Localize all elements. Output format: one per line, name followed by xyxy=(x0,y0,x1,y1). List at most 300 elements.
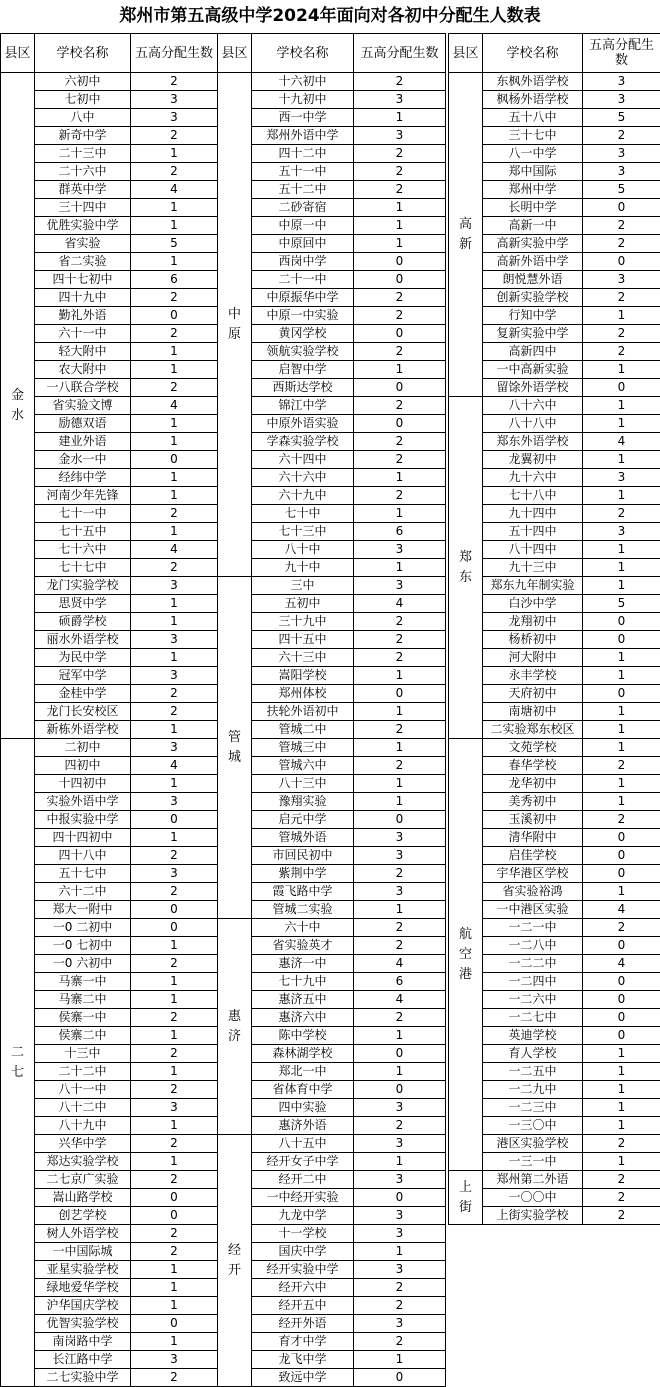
school-name-cell: 四十八中 xyxy=(35,847,131,865)
table-row xyxy=(218,631,446,649)
allocation-count-cell: 2 xyxy=(354,649,446,667)
school-name-cell: 一二五中 xyxy=(483,1063,583,1081)
school-name-cell: 郑州中学 xyxy=(483,181,583,199)
allocation-count-cell: 1 xyxy=(583,451,660,469)
allocation-count-cell: 1 xyxy=(583,883,660,901)
school-name-cell: 长明中学 xyxy=(483,199,583,217)
school-name-cell: 惠济五中 xyxy=(252,991,354,1009)
allocation-count-cell: 1 xyxy=(131,937,218,955)
allocation-count-cell: 2 xyxy=(354,631,446,649)
school-name-cell: 群英中学 xyxy=(35,181,131,199)
allocation-count-cell: 1 xyxy=(354,505,446,523)
allocation-count-cell: 1 xyxy=(354,1027,446,1045)
school-name-cell: 郑达实验学校 xyxy=(35,1153,131,1171)
table-row xyxy=(218,523,446,541)
allocation-count-cell: 2 xyxy=(131,289,218,307)
allocation-count-cell: 1 xyxy=(354,109,446,127)
school-name-cell: 八十八中 xyxy=(483,415,583,433)
school-name-cell: 思贤中学 xyxy=(35,595,131,613)
school-name-cell: 一中经开实验 xyxy=(252,1189,354,1207)
table-row xyxy=(218,469,446,487)
allocation-count-cell: 2 xyxy=(583,1171,660,1189)
allocation-count-cell: 0 xyxy=(354,271,446,289)
school-name-cell: 中原外语实验 xyxy=(252,415,354,433)
school-name-cell: 朗悦慧外语 xyxy=(483,271,583,289)
allocation-count-cell: 1 xyxy=(583,1045,660,1063)
allocation-count-cell: 3 xyxy=(583,271,660,289)
allocation-count-cell: 2 xyxy=(583,505,660,523)
county-cell: 高新 xyxy=(449,73,483,397)
school-name-cell: 启佳学校 xyxy=(483,847,583,865)
school-name-cell: 创艺学校 xyxy=(35,1207,131,1225)
school-name-cell: 省实验英才 xyxy=(252,937,354,955)
school-name-cell: 五十二中 xyxy=(252,181,354,199)
table-row xyxy=(218,901,446,919)
school-name-cell: 轻大附中 xyxy=(35,343,131,361)
school-name-cell: 留馀外语学校 xyxy=(483,379,583,397)
header-row xyxy=(1,34,218,73)
school-name-cell: 中原一中 xyxy=(252,217,354,235)
allocation-count-cell: 1 xyxy=(354,793,446,811)
allocation-count-cell: 1 xyxy=(583,721,660,739)
allocation-count-cell: 1 xyxy=(583,397,660,415)
table-row xyxy=(218,703,446,721)
school-name-cell: 九十四中 xyxy=(483,505,583,523)
school-name-cell: 八十中 xyxy=(252,541,354,559)
school-name-cell: 领航实验学校 xyxy=(252,343,354,361)
school-name-cell: 五初中 xyxy=(252,595,354,613)
allocation-count-cell: 1 xyxy=(354,901,446,919)
table-row xyxy=(218,1099,446,1117)
allocation-count-cell: 1 xyxy=(131,487,218,505)
school-name-cell: 黄冈学校 xyxy=(252,325,354,343)
allocation-count-cell: 4 xyxy=(131,181,218,199)
table-row xyxy=(218,1261,446,1279)
table-row xyxy=(218,451,446,469)
school-name-cell: 五十八中 xyxy=(483,109,583,127)
allocation-count-cell: 2 xyxy=(354,433,446,451)
school-name-cell: 龙翼初中 xyxy=(483,451,583,469)
school-name-cell: 六十中 xyxy=(252,919,354,937)
table-body xyxy=(218,34,446,1387)
allocation-count-cell: 2 xyxy=(583,757,660,775)
school-name-cell: 一0 二初中 xyxy=(35,919,131,937)
allocation-count-cell: 2 xyxy=(583,325,660,343)
school-name-cell: 七十九中 xyxy=(252,973,354,991)
school-name-cell: 新奇中学 xyxy=(35,127,131,145)
allocation-count-cell: 0 xyxy=(131,1315,218,1333)
table-row xyxy=(218,307,446,325)
school-name-cell: 文苑学校 xyxy=(483,739,583,757)
table-body xyxy=(449,34,660,1225)
header-row xyxy=(449,34,660,73)
table-row xyxy=(449,397,660,415)
school-name-cell: 港区实验学校 xyxy=(483,1135,583,1153)
allocation-count-cell: 2 xyxy=(354,613,446,631)
allocation-count-cell: 1 xyxy=(131,415,218,433)
allocation-count-cell: 0 xyxy=(354,1369,446,1387)
allocation-count-cell: 3 xyxy=(354,1207,446,1225)
school-name-cell: 启智中学 xyxy=(252,361,354,379)
header-row xyxy=(218,34,446,73)
table-row xyxy=(218,127,446,145)
allocation-count-cell: 0 xyxy=(131,919,218,937)
school-name-cell: 九十六中 xyxy=(483,469,583,487)
school-name-cell: 农大附中 xyxy=(35,361,131,379)
allocation-count-cell: 1 xyxy=(131,1333,218,1351)
allocation-count-cell: 1 xyxy=(583,487,660,505)
school-name-cell: 高新实验中学 xyxy=(483,235,583,253)
allocation-count-cell: 2 xyxy=(131,325,218,343)
school-name-cell: 二十二中 xyxy=(35,1063,131,1081)
table-row xyxy=(218,1279,446,1297)
allocation-count-cell: 2 xyxy=(354,721,446,739)
school-name-cell: 一二九中 xyxy=(483,1081,583,1099)
school-name-cell: 八中 xyxy=(35,109,131,127)
allocation-count-cell: 3 xyxy=(583,73,660,91)
school-name-cell: 杨桥初中 xyxy=(483,631,583,649)
school-name-cell: 郑东九年制实验 xyxy=(483,577,583,595)
allocation-count-cell: 5 xyxy=(583,109,660,127)
allocation-count-cell: 4 xyxy=(354,991,446,1009)
table-row xyxy=(1,739,218,757)
panel-right xyxy=(448,33,660,1225)
school-name-cell: 龙门实验学校 xyxy=(35,577,131,595)
allocation-count-cell: 2 xyxy=(354,1009,446,1027)
allocation-count-cell: 1 xyxy=(354,235,446,253)
allocation-count-cell: 3 xyxy=(131,1351,218,1369)
school-name-cell: 上街实验学校 xyxy=(483,1207,583,1225)
allocation-count-cell: 1 xyxy=(131,433,218,451)
allocation-count-cell: 3 xyxy=(583,163,660,181)
allocation-count-cell: 3 xyxy=(354,1135,446,1153)
school-name-cell: 西岗中学 xyxy=(252,253,354,271)
school-name-cell: 嵩山路学校 xyxy=(35,1189,131,1207)
school-name-cell: 扶轮外语初中 xyxy=(252,703,354,721)
allocation-count-cell: 1 xyxy=(354,1153,446,1171)
school-name-cell: 六十四中 xyxy=(252,451,354,469)
table-row xyxy=(218,181,446,199)
school-name-cell: 绿地爱华学校 xyxy=(35,1279,131,1297)
allocation-count-cell: 3 xyxy=(354,1315,446,1333)
allocation-count-cell: 0 xyxy=(583,847,660,865)
school-name-cell: 中原一中实验 xyxy=(252,307,354,325)
school-name-cell: 一二七中 xyxy=(483,1009,583,1027)
table-row xyxy=(218,541,446,559)
county-header: 县区 xyxy=(218,34,252,73)
school-name-cell: 九十三中 xyxy=(483,559,583,577)
table-row xyxy=(218,505,446,523)
school-name-cell: 玉溪初中 xyxy=(483,811,583,829)
allocation-count-cell: 2 xyxy=(354,397,446,415)
allocation-count-cell: 2 xyxy=(583,217,660,235)
allocation-count-cell: 2 xyxy=(131,955,218,973)
table-row xyxy=(218,199,446,217)
county-header: 县区 xyxy=(1,34,35,73)
school-name-cell: 九龙中学 xyxy=(252,1207,354,1225)
school-name-cell: 一二三中 xyxy=(483,1099,583,1117)
school-name-cell: 郑东外语学校 xyxy=(483,433,583,451)
county-cell: 惠济 xyxy=(218,919,252,1135)
allocation-table xyxy=(448,33,660,1225)
allocation-count-cell: 4 xyxy=(131,541,218,559)
allocation-count-cell: 5 xyxy=(583,181,660,199)
school-name-cell: 优智实验学校 xyxy=(35,1315,131,1333)
allocation-count-cell: 1 xyxy=(354,1063,446,1081)
allocation-count-cell: 0 xyxy=(583,613,660,631)
allocation-count-cell: 3 xyxy=(354,577,446,595)
table-row xyxy=(218,145,446,163)
allocation-count-cell: 1 xyxy=(131,469,218,487)
count-header: 五高分配生数 xyxy=(131,34,218,73)
allocation-count-cell: 1 xyxy=(131,1153,218,1171)
allocation-count-cell: 0 xyxy=(354,253,446,271)
allocation-count-cell: 2 xyxy=(131,1225,218,1243)
school-name-cell: 冠军中学 xyxy=(35,667,131,685)
table-row xyxy=(218,217,446,235)
school-name-cell: 侯寨二中 xyxy=(35,1027,131,1045)
table-row xyxy=(218,1369,446,1387)
school-name-cell: 马寨一中 xyxy=(35,973,131,991)
allocation-count-cell: 2 xyxy=(131,127,218,145)
table-row xyxy=(218,1045,446,1063)
school-name-cell: 经开六中 xyxy=(252,1279,354,1297)
allocation-count-cell: 1 xyxy=(583,541,660,559)
school-name-cell: 管城三中 xyxy=(252,739,354,757)
school-name-cell: 霞飞路中学 xyxy=(252,883,354,901)
table-row xyxy=(218,433,446,451)
table-row xyxy=(218,577,446,595)
allocation-count-cell: 0 xyxy=(583,253,660,271)
allocation-count-cell: 2 xyxy=(583,289,660,307)
allocation-count-cell: 3 xyxy=(131,91,218,109)
allocation-count-cell: 0 xyxy=(131,811,218,829)
table-row xyxy=(218,1117,446,1135)
table-row xyxy=(218,559,446,577)
school-name-cell: 九十中 xyxy=(252,559,354,577)
allocation-count-cell: 1 xyxy=(131,343,218,361)
allocation-count-cell: 0 xyxy=(583,199,660,217)
allocation-count-cell: 0 xyxy=(583,991,660,1009)
allocation-count-cell: 0 xyxy=(131,1189,218,1207)
table-row xyxy=(218,739,446,757)
school-name-cell: 紫荆中学 xyxy=(252,865,354,883)
allocation-count-cell: 3 xyxy=(131,577,218,595)
table-row xyxy=(218,775,446,793)
allocation-count-cell: 0 xyxy=(131,1207,218,1225)
allocation-count-cell: 1 xyxy=(131,523,218,541)
school-name-cell: 郑大一附中 xyxy=(35,901,131,919)
allocation-count-cell: 1 xyxy=(131,1279,218,1297)
school-name-cell: 省体育中学 xyxy=(252,1081,354,1099)
table-row xyxy=(218,487,446,505)
table-row xyxy=(218,667,446,685)
school-name-cell: 经开女子中学 xyxy=(252,1153,354,1171)
school-name-cell: 管城外语 xyxy=(252,829,354,847)
school-name-cell: 管城六中 xyxy=(252,757,354,775)
school-name-cell: 二十六中 xyxy=(35,163,131,181)
allocation-table xyxy=(217,33,446,1387)
allocation-count-cell: 0 xyxy=(354,325,446,343)
allocation-count-cell: 1 xyxy=(583,703,660,721)
school-name-cell: 四中实验 xyxy=(252,1099,354,1117)
school-name-cell: 育人学校 xyxy=(483,1045,583,1063)
table-row xyxy=(218,253,446,271)
table-row xyxy=(218,109,446,127)
school-name-cell: 八十九中 xyxy=(35,1117,131,1135)
school-name-cell: 经开实验中学 xyxy=(252,1261,354,1279)
school-name-cell: 五十四中 xyxy=(483,523,583,541)
school-name-cell: 郑州外语中学 xyxy=(252,127,354,145)
allocation-count-cell: 0 xyxy=(354,685,446,703)
table-row xyxy=(218,955,446,973)
allocation-count-cell: 1 xyxy=(354,739,446,757)
allocation-count-cell: 2 xyxy=(131,883,218,901)
allocation-count-cell: 2 xyxy=(583,811,660,829)
school-name-cell: 枫杨外语学校 xyxy=(483,91,583,109)
school-name-cell: 惠济一中 xyxy=(252,955,354,973)
school-name-cell: 豫翔实验 xyxy=(252,793,354,811)
allocation-count-cell: 1 xyxy=(354,199,446,217)
school-name-cell: 清华附中 xyxy=(483,829,583,847)
allocation-count-cell: 2 xyxy=(354,307,446,325)
allocation-count-cell: 2 xyxy=(131,847,218,865)
school-name-cell: 六初中 xyxy=(35,73,131,91)
allocation-count-cell: 2 xyxy=(354,1117,446,1135)
allocation-count-cell: 0 xyxy=(354,811,446,829)
table-row xyxy=(449,73,660,91)
allocation-count-cell: 2 xyxy=(583,343,660,361)
table-row xyxy=(218,1153,446,1171)
school-name-cell: 天府初中 xyxy=(483,685,583,703)
table-row xyxy=(218,883,446,901)
school-name-cell: 亚星实验学校 xyxy=(35,1261,131,1279)
school-name-cell: 育才中学 xyxy=(252,1333,354,1351)
school-name-cell: 高新四中 xyxy=(483,343,583,361)
school-name-cell: 二初中 xyxy=(35,739,131,757)
school-name-cell: 沪华国庆学校 xyxy=(35,1297,131,1315)
school-name-cell: 南塘初中 xyxy=(483,703,583,721)
school-name-cell: 七十七中 xyxy=(35,559,131,577)
school-name-cell: 一0 六初中 xyxy=(35,955,131,973)
school-header: 学校名称 xyxy=(35,34,131,73)
school-name-cell: 六十六中 xyxy=(252,469,354,487)
allocation-count-cell: 3 xyxy=(583,469,660,487)
allocation-count-cell: 0 xyxy=(354,1045,446,1063)
school-name-cell: 省实验 xyxy=(35,235,131,253)
allocation-count-cell: 1 xyxy=(583,775,660,793)
table-row xyxy=(218,595,446,613)
school-name-cell: 十九初中 xyxy=(252,91,354,109)
allocation-count-cell: 3 xyxy=(354,541,446,559)
allocation-count-cell: 1 xyxy=(354,559,446,577)
school-name-cell: 四十四初中 xyxy=(35,829,131,847)
school-name-cell: 龙门长安校区 xyxy=(35,703,131,721)
allocation-count-cell: 3 xyxy=(131,739,218,757)
count-header: 五高分配生数 xyxy=(583,34,660,73)
allocation-count-cell: 2 xyxy=(583,919,660,937)
school-name-cell: 优胜实验中学 xyxy=(35,217,131,235)
allocation-count-cell: 2 xyxy=(583,235,660,253)
table-row xyxy=(218,325,446,343)
allocation-count-cell: 3 xyxy=(131,865,218,883)
school-name-cell: 七十八中 xyxy=(483,487,583,505)
allocation-count-cell: 2 xyxy=(354,289,446,307)
school-name-cell: 学森实验学校 xyxy=(252,433,354,451)
table-row xyxy=(218,1315,446,1333)
school-name-cell: 省实验裕鸿 xyxy=(483,883,583,901)
allocation-count-cell: 1 xyxy=(583,649,660,667)
school-name-cell: 白沙中学 xyxy=(483,595,583,613)
allocation-count-cell: 0 xyxy=(583,379,660,397)
allocation-count-cell: 2 xyxy=(131,1081,218,1099)
school-name-cell: 二砂寄宿 xyxy=(252,199,354,217)
school-name-cell: 复新实验中学 xyxy=(483,325,583,343)
school-name-cell: 行知中学 xyxy=(483,307,583,325)
school-name-cell: 高新外语中学 xyxy=(483,253,583,271)
allocation-count-cell: 2 xyxy=(131,685,218,703)
allocation-count-cell: 4 xyxy=(354,955,446,973)
table-row xyxy=(449,1171,660,1189)
allocation-count-cell: 2 xyxy=(354,757,446,775)
allocation-count-cell: 2 xyxy=(354,1333,446,1351)
allocation-count-cell: 1 xyxy=(583,577,660,595)
school-name-cell: 中原回中 xyxy=(252,235,354,253)
allocation-count-cell: 2 xyxy=(131,73,218,91)
school-name-cell: 金水一中 xyxy=(35,451,131,469)
school-name-cell: 经开五中 xyxy=(252,1297,354,1315)
allocation-count-cell: 1 xyxy=(131,721,218,739)
school-name-cell: 三中 xyxy=(252,577,354,595)
allocation-count-cell: 1 xyxy=(131,199,218,217)
allocation-count-cell: 1 xyxy=(131,1027,218,1045)
county-cell: 金水 xyxy=(1,73,35,739)
school-name-cell: 四十七初中 xyxy=(35,271,131,289)
table-row xyxy=(218,1333,446,1351)
allocation-count-cell: 1 xyxy=(131,775,218,793)
allocation-count-cell: 2 xyxy=(131,703,218,721)
school-name-cell: 七初中 xyxy=(35,91,131,109)
county-header: 县区 xyxy=(449,34,483,73)
school-name-cell: 郑北一中 xyxy=(252,1063,354,1081)
allocation-count-cell: 2 xyxy=(354,163,446,181)
school-name-cell: 八一中学 xyxy=(483,145,583,163)
school-name-cell: 河大附中 xyxy=(483,649,583,667)
school-name-cell: 龙飞中学 xyxy=(252,1351,354,1369)
allocation-count-cell: 1 xyxy=(583,1063,660,1081)
school-name-cell: 郑中国际 xyxy=(483,163,583,181)
school-name-cell: 七十中 xyxy=(252,505,354,523)
allocation-count-cell: 1 xyxy=(131,649,218,667)
allocation-count-cell: 0 xyxy=(354,415,446,433)
school-name-cell: 永丰学校 xyxy=(483,667,583,685)
allocation-table xyxy=(0,33,218,1387)
school-name-cell: 宇华港区学校 xyxy=(483,865,583,883)
table-row xyxy=(218,289,446,307)
school-name-cell: 八十三中 xyxy=(252,775,354,793)
allocation-count-cell: 1 xyxy=(583,1117,660,1135)
allocation-count-cell: 0 xyxy=(131,901,218,919)
allocation-count-cell: 3 xyxy=(354,847,446,865)
allocation-count-cell: 2 xyxy=(354,919,446,937)
allocation-count-cell: 3 xyxy=(354,1225,446,1243)
school-header: 学校名称 xyxy=(483,34,583,73)
allocation-count-cell: 3 xyxy=(354,829,446,847)
table-row xyxy=(218,1189,446,1207)
county-cell: 管城 xyxy=(218,577,252,919)
school-name-cell: 十六初中 xyxy=(252,73,354,91)
allocation-count-cell: 3 xyxy=(583,145,660,163)
